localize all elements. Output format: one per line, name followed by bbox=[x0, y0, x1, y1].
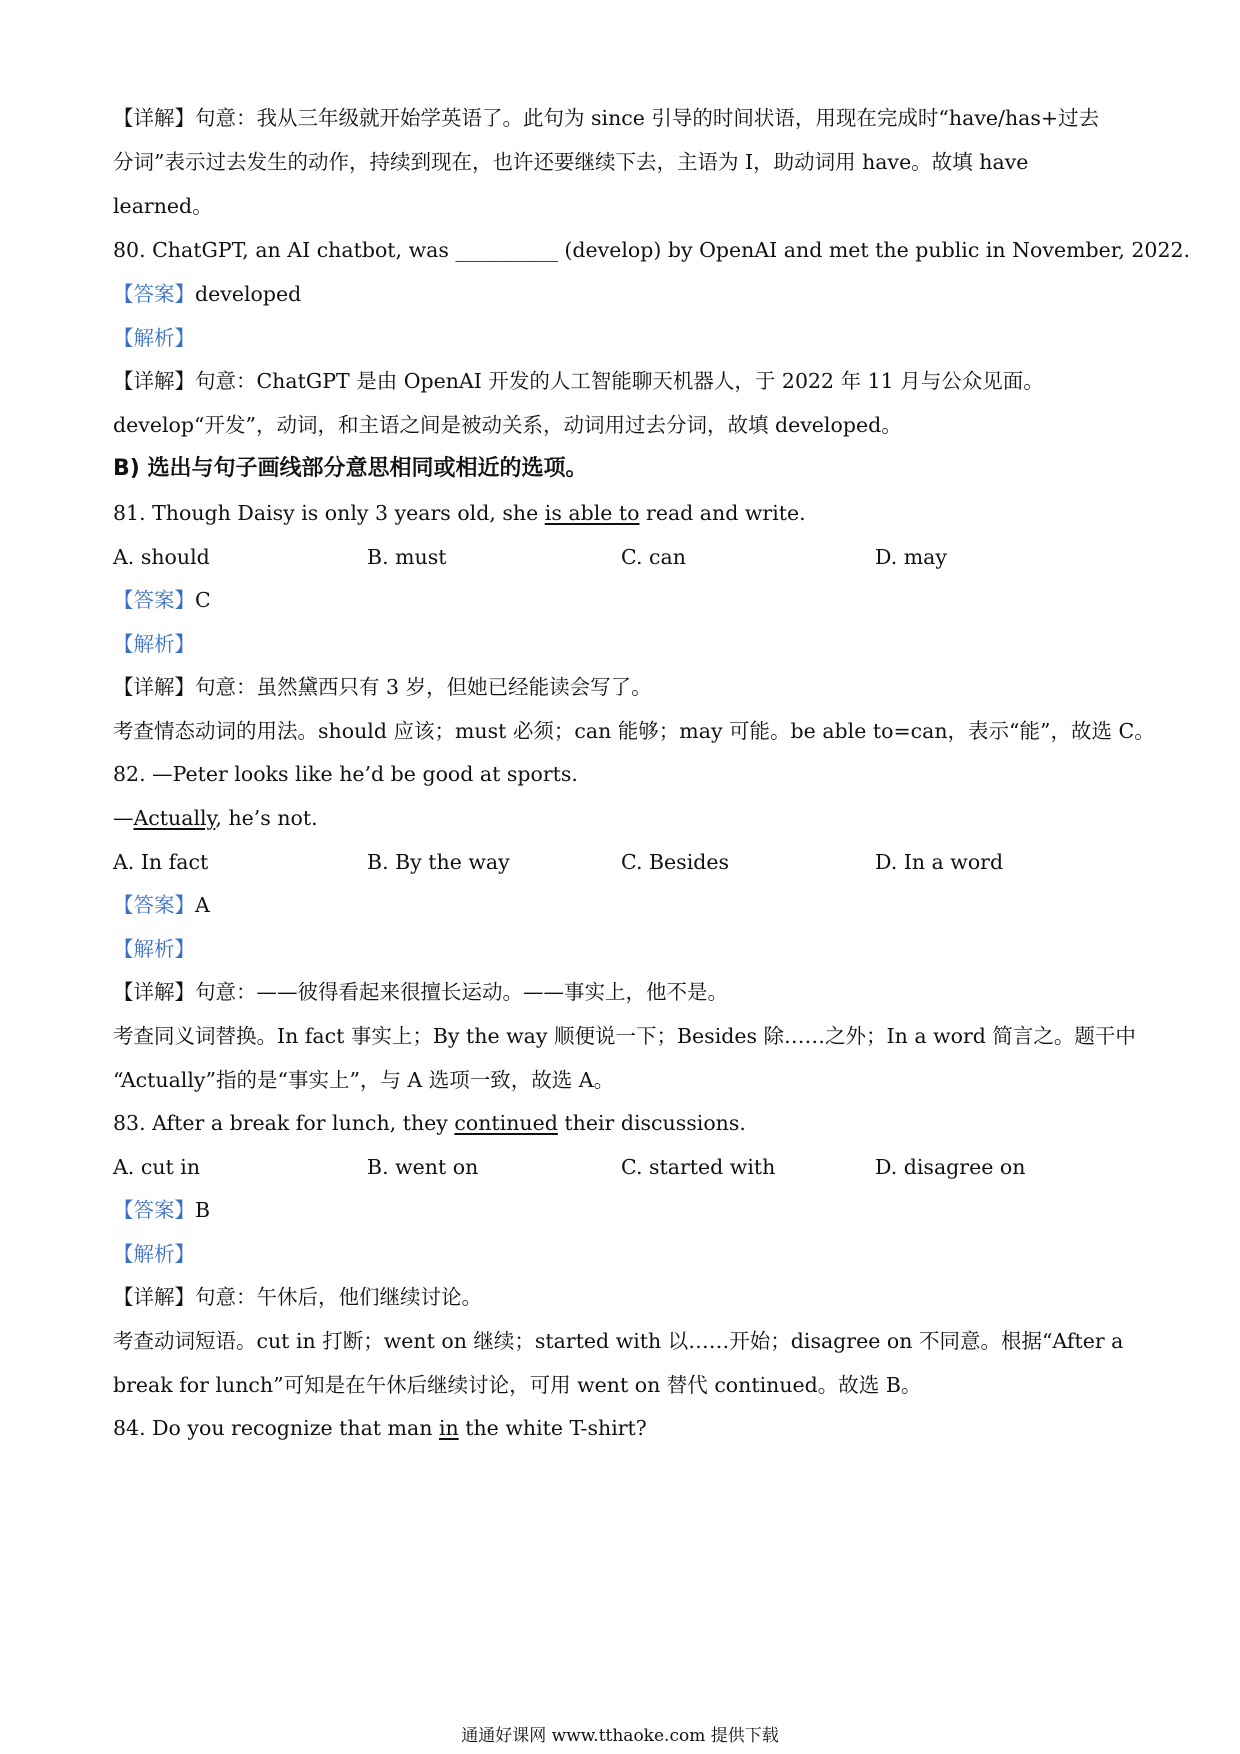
answer-80 bbox=[113, 279, 1133, 309]
answer-value: developed bbox=[195, 282, 302, 306]
option-c: C. Besides bbox=[621, 850, 730, 874]
question-82-line1: 82. —Peter looks like he’d be good at sports. bbox=[113, 762, 578, 786]
option-c: C. can bbox=[621, 545, 686, 569]
explain-80-line2: develop“开发”，动词，和主语之间是被动关系，动词用过去分词，故填 developed。 bbox=[113, 413, 902, 437]
analysis-tag-81: 【解析】 bbox=[113, 632, 195, 656]
answer-82 bbox=[113, 890, 1133, 920]
explain-82-line2: 考查同义词替换。In fact 事实上；By the way 顺便说一下；Besides 除……之外；In a word 简言之。题干中 bbox=[113, 1024, 1136, 1048]
option-c: C. started with bbox=[621, 1155, 776, 1179]
underlined-phrase: continued bbox=[454, 1111, 558, 1135]
option-d: D. may bbox=[875, 545, 947, 569]
question-81: 81. Though Daisy is only 3 years old, she is able to read and write. bbox=[113, 501, 806, 525]
explain-79-line3: learned。 bbox=[113, 194, 213, 218]
explain-80-line1: 【详解】句意：ChatGPT 是由 OpenAI 开发的人工智能聊天机器人，于 2022 年 11 月与公众见面。 bbox=[113, 369, 1044, 393]
question-84: 84. Do you recognize that man in the white T-shirt? bbox=[113, 1416, 647, 1440]
answer-83 bbox=[113, 1195, 1133, 1225]
question-82-line2: —Actually, he’s not. bbox=[113, 806, 318, 830]
explain-83-line3: break for lunch”可知是在午休后继续讨论，可用 went on 替代 continued。故选 B。 bbox=[113, 1373, 922, 1397]
answer-tag: 【答案】 bbox=[113, 893, 195, 917]
option-b: B. must bbox=[367, 545, 447, 569]
explain-79-line1: 【详解】句意：我从三年级就开始学英语了。此句为 since 引导的时间状语，用现在完成时“have/has+过去 bbox=[113, 106, 1100, 130]
option-a: A. In fact bbox=[113, 850, 209, 874]
answer-value: B bbox=[195, 1198, 211, 1222]
option-b: B. By the way bbox=[367, 850, 510, 874]
answer-81 bbox=[113, 585, 1133, 615]
explain-83-line2: 考查动词短语。cut in 打断；went on 继续；started with 以……开始；disagree on 不同意。根据“After a bbox=[113, 1329, 1124, 1353]
option-d: D. In a word bbox=[875, 850, 1004, 874]
explain-82-line3: “Actually”指的是“事实上”，与 A 选项一致，故选 A。 bbox=[113, 1068, 615, 1092]
answer-value: A bbox=[195, 893, 210, 917]
analysis-tag-80: 【解析】 bbox=[113, 326, 195, 350]
option-d: D. disagree on bbox=[875, 1155, 1026, 1179]
explain-81-line1: 【详解】句意：虽然黛西只有 3 岁，但她已经能读会写了。 bbox=[113, 675, 652, 699]
section-b-heading: B) 选出与句子画线部分意思相同或相近的选项。 bbox=[113, 456, 588, 481]
underlined-phrase: Actually bbox=[133, 806, 216, 830]
answer-tag: 【答案】 bbox=[113, 1198, 195, 1222]
underlined-phrase: in bbox=[438, 1416, 459, 1440]
page-footer: 通通好课网 www.tthaoke.com 提供下载 bbox=[461, 1726, 779, 1746]
option-a: A. cut in bbox=[113, 1155, 201, 1179]
question-80: 80. ChatGPT, an AI chatbot, was __________ (develop) by OpenAI and met the public in November, 2022. bbox=[113, 238, 1191, 262]
explain-79-line2: 分词”表示过去发生的动作，持续到现在，也许还要继续下去，主语为 I，助动词用 have。故填 have bbox=[113, 150, 1029, 174]
explain-81-line2: 考查情态动词的用法。should 应该；must 必须；can 能够；may 可能。be able to=can，表示“能”，故选 C。 bbox=[113, 719, 1155, 743]
analysis-tag-83: 【解析】 bbox=[113, 1242, 195, 1266]
analysis-tag-82: 【解析】 bbox=[113, 937, 195, 961]
option-a: A. should bbox=[113, 545, 210, 569]
answer-tag: 【答案】 bbox=[113, 588, 195, 612]
answer-value: C bbox=[195, 588, 211, 612]
explain-82-line1: 【详解】句意：——彼得看起来很擅长运动。——事实上，他不是。 bbox=[113, 980, 728, 1004]
question-83: 83. After a break for lunch, they continued their discussions. bbox=[113, 1111, 746, 1135]
underlined-phrase: is able to bbox=[544, 501, 640, 525]
answer-tag: 【答案】 bbox=[113, 282, 195, 306]
option-b: B. went on bbox=[367, 1155, 479, 1179]
explain-83-line1: 【详解】句意：午休后，他们继续讨论。 bbox=[113, 1285, 482, 1309]
